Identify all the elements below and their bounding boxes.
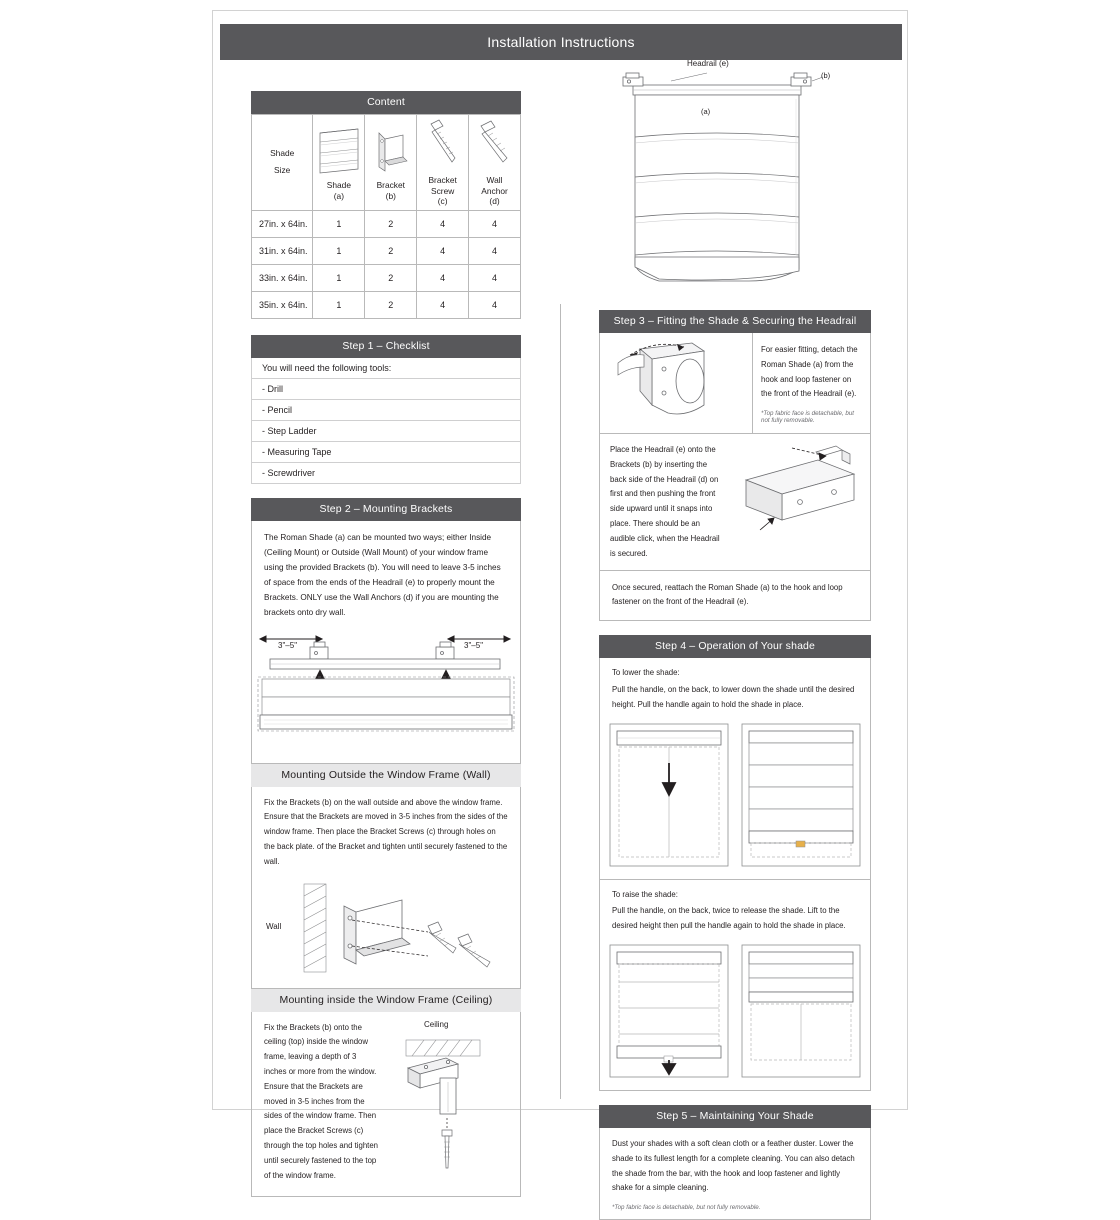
- step4-lower-figures: [600, 721, 870, 879]
- step2-diagram: [252, 627, 520, 757]
- size-label-line1: Shade: [270, 148, 295, 159]
- row-value: 2: [365, 237, 417, 264]
- wall-anchor-icon: [469, 115, 520, 175]
- row-value: 4: [469, 237, 521, 264]
- list-item: - Screwdriver: [252, 463, 520, 484]
- col-screw-line1: Bracket: [376, 180, 405, 191]
- shade-icon: [313, 120, 364, 180]
- row-size: 31in. x 64in.: [252, 237, 313, 264]
- col-anchor-line1: Wall: [486, 175, 503, 185]
- step1-checklist: [251, 358, 521, 484]
- step3-panel3: [599, 571, 871, 622]
- col-anchor-ref: (d): [489, 196, 500, 206]
- step1-header: Step 1 – Checklist: [251, 335, 521, 358]
- step3-panel1-note: *Top fabric face is detachable, but not fully removable.: [761, 410, 854, 425]
- checklist-intro: You will need the following tools:: [252, 358, 520, 379]
- row-size: 33in. x 64in.: [252, 264, 313, 291]
- step3-panel1-text: For easier fitting, detach the Roman Shade (a) from the hook and loop fastener on the front of the Headrail (e).: [761, 345, 858, 399]
- step2-outside-header: Mounting Outside the Window Frame (Wall): [251, 764, 521, 787]
- wall-mount-diagram: [252, 876, 520, 984]
- step2-inside-header: Mounting inside the Window Frame (Ceiling): [251, 989, 521, 1012]
- row-value: 4: [417, 237, 469, 264]
- col-bracket-ref: (b): [385, 190, 396, 201]
- row-value: 1: [313, 237, 365, 264]
- step3-figure2: [730, 434, 872, 570]
- step2-header: Step 2 – Mounting Brackets: [251, 498, 521, 521]
- step3-panel2: [599, 434, 871, 571]
- col-screw-line1b: Bracket: [428, 175, 457, 185]
- step2-outside-body: Fix the Brackets (b) on the wall outside and above the window frame. Ensure that the Brackets are moved in 3-5 inches from the sides of the window frame. Then place the Bracket Screws (c) through holes on the back plate. of the Bracket and tighten until securely fastened to the wall.: [264, 797, 508, 866]
- col-shade-ref: (a): [333, 190, 344, 201]
- step5-body: Dust your shades with a soft clean cloth or a feather duster. Lower the shade to its fullest length for a complete cleaning. You can also detach the shade from the bar, with the hook and loop fastener and lightly shake for a simple cleaning.: [612, 1139, 855, 1193]
- step5-header: Step 5 – Maintaining Your Shade: [599, 1105, 871, 1128]
- col-screw-ref: (c): [437, 196, 448, 206]
- left-column: [251, 91, 521, 1197]
- row-value: 4: [417, 210, 469, 237]
- bracket-callout-label: (b): [821, 71, 831, 80]
- step4-raise-title: To raise the shade:: [612, 889, 678, 899]
- step3-text1-box: [752, 333, 870, 433]
- table-row: [252, 237, 521, 264]
- row-value: 1: [313, 210, 365, 237]
- instruction-sheet: [212, 10, 908, 1212]
- list-item: - Drill: [252, 379, 520, 400]
- step3-panel1: [599, 333, 871, 434]
- step4-box: [599, 658, 871, 1091]
- step2-inside-box: [251, 1012, 521, 1197]
- content-table: [251, 114, 521, 319]
- step4-raise-text: Pull the handle, on the back, twice to release the shade. Lift to the desired height then pull the handle again to hold the shade in place.: [612, 906, 846, 931]
- row-value: 4: [417, 264, 469, 291]
- step4-lower-text: Pull the handle, on the back, to lower down the shade until the desired height. Pull the handle again to hold the shade in place.: [612, 684, 855, 709]
- col-screw-line2: Screw: [431, 185, 455, 196]
- window-figure-raise-right: [739, 942, 863, 1080]
- wall-label: Wall: [266, 921, 282, 931]
- page-title: Installation Instructions: [220, 24, 902, 60]
- step3-header: Step 3 – Fitting the Shade & Securing the Headrail: [599, 310, 871, 333]
- row-value: 1: [313, 264, 365, 291]
- step4-lower-title: To lower the shade:: [612, 668, 680, 678]
- table-row: [252, 264, 521, 291]
- screw-icon: [417, 115, 468, 175]
- content-section-header: Content: [251, 91, 521, 114]
- row-size: 27in. x 64in.: [252, 210, 313, 237]
- ceiling-label: Ceiling: [424, 1019, 449, 1029]
- list-item: - Step Ladder: [252, 421, 520, 442]
- step5-note: *Top fabric face is detachable, but not fully removable.: [612, 1204, 761, 1212]
- step3-panel2-text: Place the Headrail (e) onto the Brackets (b) by inserting the back side of the Headrail (d) on first and then pushing the front side upward until it snaps into place. There should be an audible click, when the Headrail is secured.: [610, 445, 720, 558]
- row-value: 4: [417, 291, 469, 318]
- shade-callout-label: (a): [701, 107, 711, 116]
- window-figure-raise-left: [607, 942, 731, 1080]
- dimension-right: 3"–5": [464, 640, 484, 650]
- table-row: [252, 291, 521, 318]
- window-figure-lower-left: [607, 721, 731, 869]
- step5-box: [599, 1128, 871, 1220]
- step2-body-box: [251, 521, 521, 764]
- step4-header: Step 4 – Operation of Your shade: [599, 635, 871, 658]
- headrail-label: Headrail (e): [687, 59, 729, 68]
- row-value: 4: [469, 264, 521, 291]
- row-value: 2: [365, 264, 417, 291]
- step3-panel3-text: Once secured, reattach the Roman Shade (a) to the hook and loop fastener on the front of the Headrail (e).: [612, 582, 843, 607]
- row-value: 2: [365, 291, 417, 318]
- hero-shade-figure: [599, 59, 871, 295]
- row-value: 4: [469, 291, 521, 318]
- hero-figure-column: [599, 59, 871, 295]
- col-anchor-line2: Anchor: [481, 185, 508, 196]
- list-item: - Measuring Tape: [252, 442, 520, 463]
- step2-inside-body: Fix the Brackets (b) onto the ceiling (top) inside the window frame, leaving a depth of 3 inches or more from the window. Ensure that the Brackets are moved in 3-5 inches from the sides of the window frame. Then place the Bracket Screws (c) through the top holes and tighten until securely fastened to the top of the window frame.: [264, 1022, 379, 1180]
- step3-figure1: [600, 333, 752, 433]
- table-row: [252, 210, 521, 237]
- step2-outside-box: [251, 787, 521, 989]
- bracket-icon: [365, 120, 416, 180]
- row-value: 1: [313, 291, 365, 318]
- column-divider: [560, 304, 561, 1099]
- list-item: - Pencil: [252, 400, 520, 421]
- step2-body: The Roman Shade (a) can be mounted two ways; either Inside (Ceiling Mount) or Outside (Wall Mount) of your window frame using the provided Brackets (b). You will need to leave 3-5 inches of space from the ends of the Headrail (e) to properly mount the Brackets. ONLY use the Wall Anchors (d) if you are mounting the brackets onto dry wall.: [264, 532, 501, 618]
- row-value: 4: [469, 210, 521, 237]
- dimension-left: 3"–5": [278, 640, 298, 650]
- step4-raise-figures: [600, 942, 870, 1090]
- row-size: 35in. x 64in.: [252, 291, 313, 318]
- row-value: 2: [365, 210, 417, 237]
- size-label-line2: Size: [274, 165, 291, 176]
- window-figure-lower-right: [739, 721, 863, 869]
- table-header-row: [252, 115, 521, 211]
- right-column: [599, 310, 871, 1220]
- col-shade-name: Shade: [326, 180, 351, 191]
